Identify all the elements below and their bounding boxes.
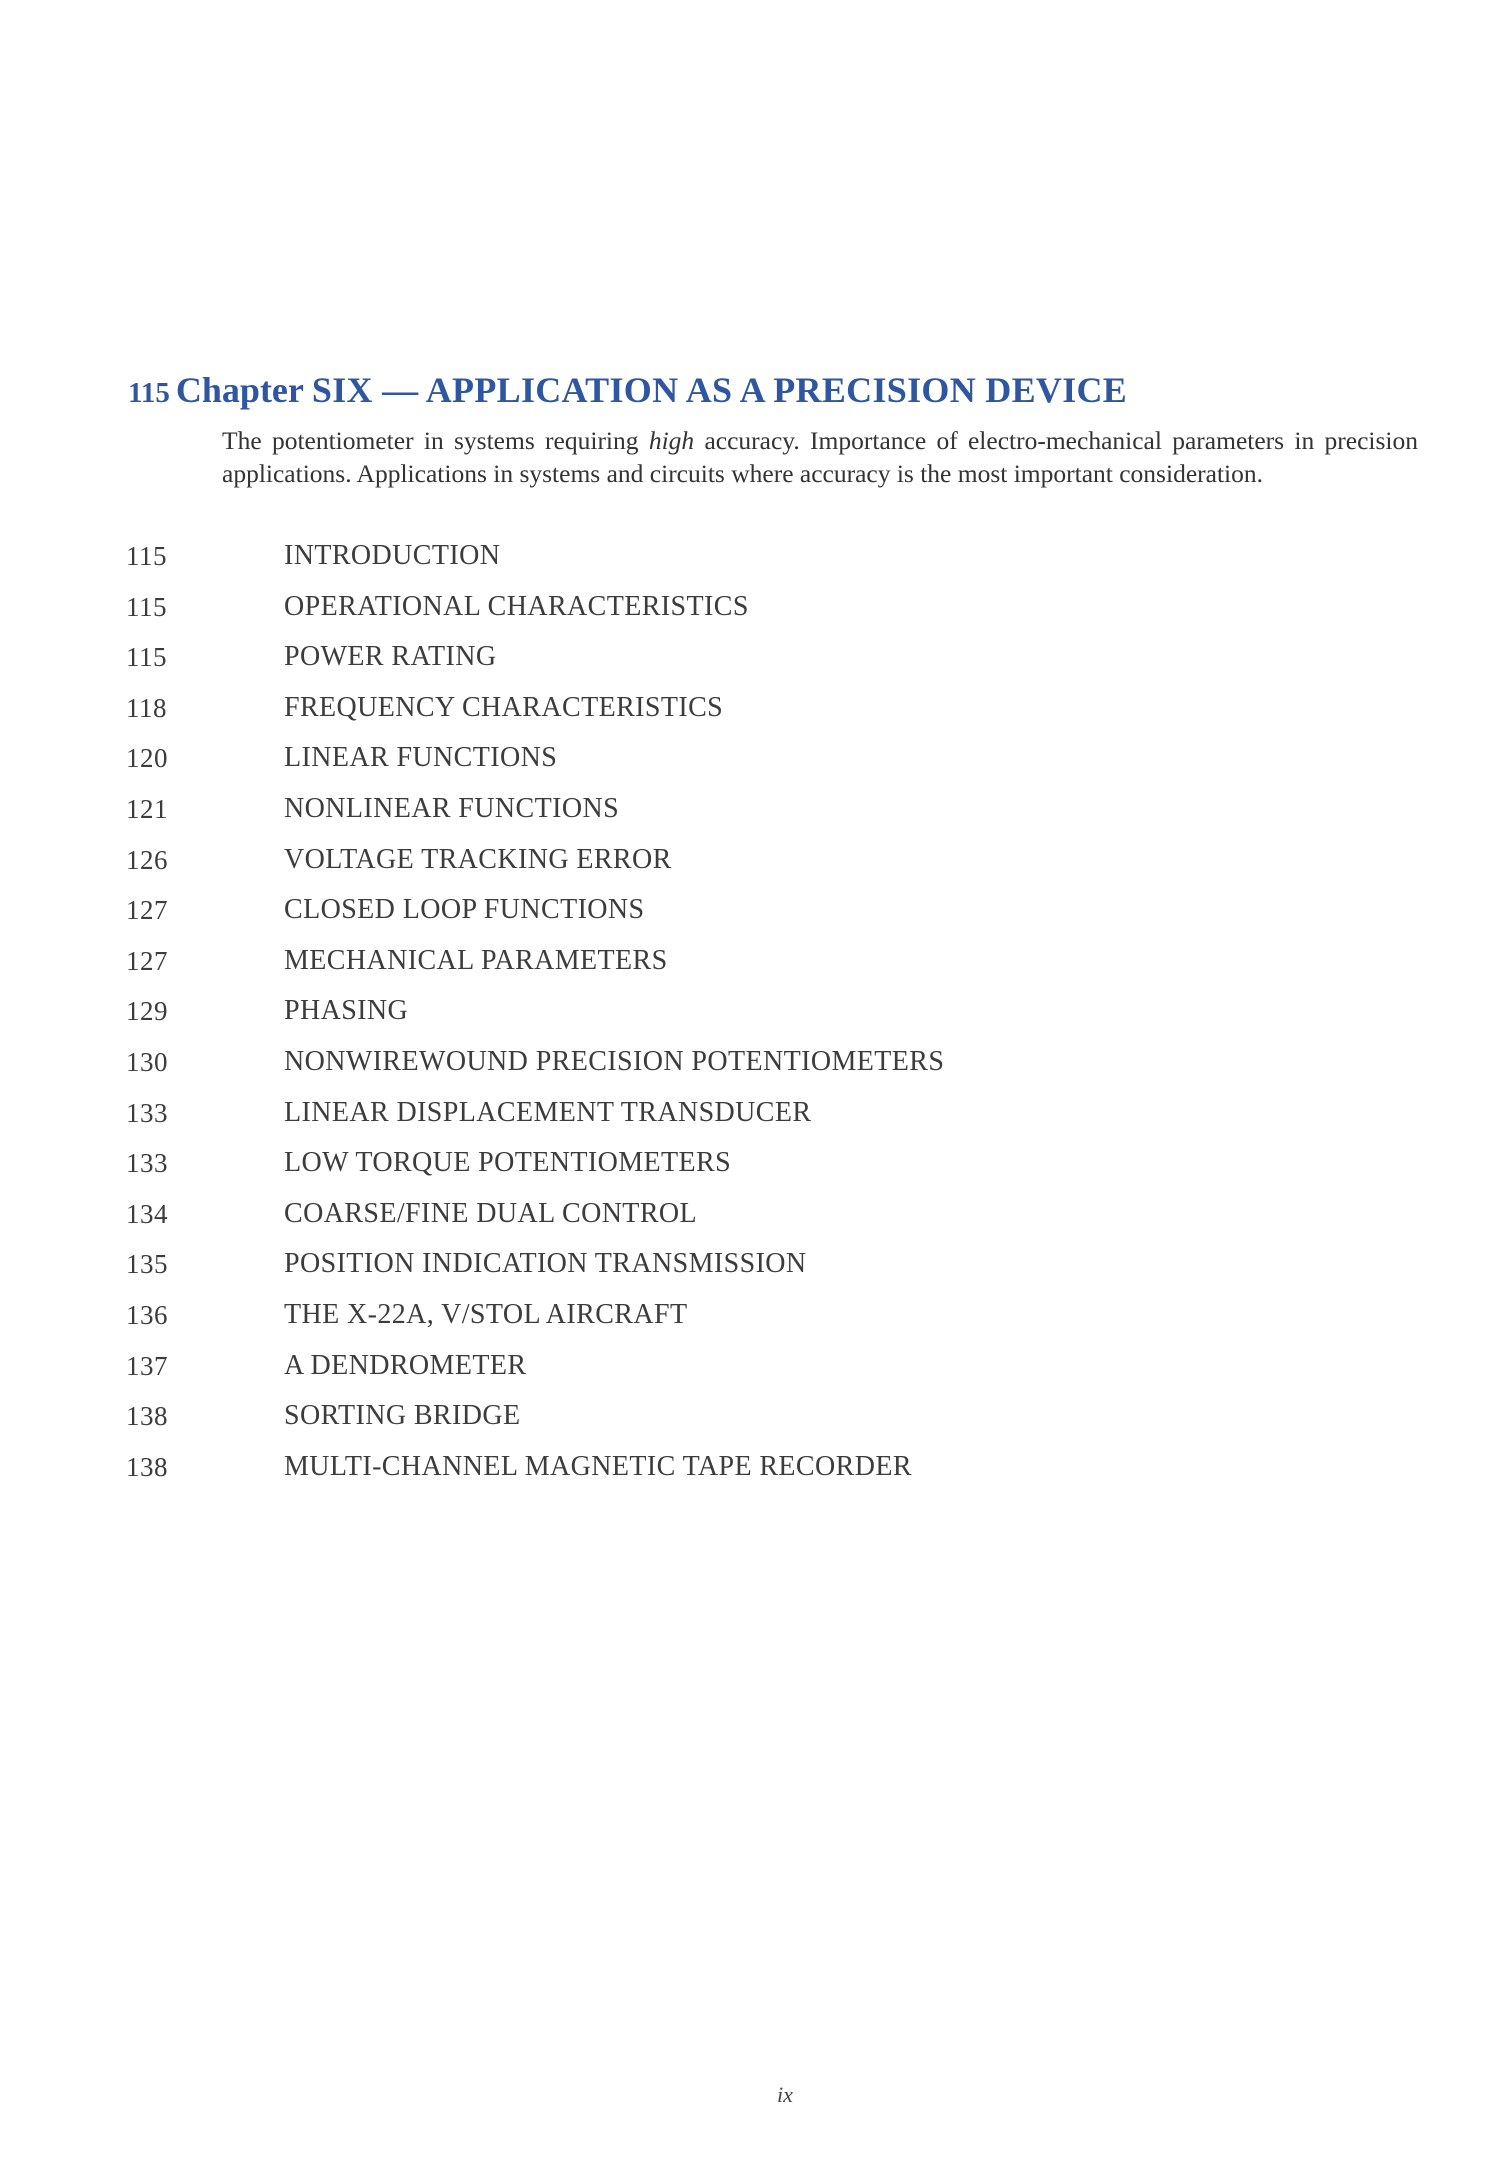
toc-entry[interactable] (0, 1143, 1100, 1183)
toc-page-number: 115 (126, 591, 167, 622)
toc-entry-title: NONLINEAR FUNCTIONS (284, 793, 620, 824)
toc-entry-title: A DENDROMETER (284, 1349, 527, 1381)
toc-page-number: 118 (126, 692, 167, 723)
toc-entry[interactable] (0, 1194, 1100, 1234)
toc-entry-title: PHASING (284, 995, 409, 1027)
toc-page-number: 127 (126, 945, 168, 976)
toc-entry-title: NONWIREWOUND PRECISION POTENTIOMETERS (284, 1046, 945, 1077)
toc-page-number: 138 (126, 1401, 168, 1432)
toc-entry[interactable] (0, 587, 1100, 627)
toc-entry-title: LINEAR FUNCTIONS (284, 742, 558, 774)
toc-page-number: 115 (126, 541, 167, 571)
toc-entry-title: MECHANICAL PARAMETERS (284, 944, 668, 976)
toc-entry-title: COARSE/FINE DUAL CONTROL (284, 1197, 698, 1229)
toc-page-number: 138 (126, 1451, 168, 1482)
toc-entry[interactable] (0, 789, 1100, 829)
toc-entry-title: THE X-22A, V/STOL AIRCRAFT (284, 1299, 688, 1330)
toc-entry[interactable] (0, 1396, 1100, 1436)
toc-entry[interactable] (0, 738, 1100, 778)
toc-page-number: 133 (126, 1097, 168, 1128)
toc-entry-title: VOLTAGE TRACKING ERROR (284, 843, 672, 875)
toc-page-number: 134 (126, 1198, 168, 1229)
chapter-page-number: 115 (128, 377, 170, 409)
toc-entry[interactable] (0, 991, 1100, 1031)
toc-page-number: 115 (126, 642, 167, 673)
toc-entry-title: POWER RATING (284, 641, 497, 673)
toc-entry-title: LINEAR DISPLACEMENT TRANSDUCER (284, 1096, 812, 1128)
toc-entry-title: INTRODUCTION (284, 540, 501, 571)
toc-entry[interactable] (0, 688, 1100, 728)
toc-page-number: 120 (126, 743, 168, 774)
toc-page-number: 127 (126, 895, 168, 926)
toc-page-number: 126 (126, 844, 168, 875)
toc-entry-title: MULTI-CHANNEL MAGNETIC TAPE RECORDER (284, 1450, 912, 1482)
chapter-word: Chapter (175, 370, 304, 410)
toc-page-number: 135 (126, 1249, 168, 1280)
chapter-title: SIX — APPLICATION AS A PRECISION DEVICE (311, 370, 1128, 410)
toc-entry[interactable] (0, 1093, 1100, 1133)
toc-entry[interactable] (0, 1346, 1100, 1386)
toc-page-number: 137 (126, 1350, 168, 1381)
toc-entry[interactable] (0, 840, 1100, 880)
toc-entry[interactable] (0, 1447, 1100, 1487)
toc-entry[interactable] (0, 1042, 1100, 1082)
toc-entry-title: LOW TORQUE POTENTIOMETERS (284, 1147, 732, 1179)
toc-entry-title: FREQUENCY CHARACTERISTICS (284, 691, 724, 723)
page-folio: ix (777, 2082, 793, 2107)
toc-entry[interactable] (0, 1244, 1100, 1284)
toc-entry-title: SORTING BRIDGE (284, 1400, 521, 1432)
toc-entry-title: CLOSED LOOP FUNCTIONS (284, 894, 645, 926)
toc-page-number: 136 (126, 1300, 168, 1330)
toc-entry-title: OPERATIONAL CHARACTERISTICS (284, 590, 749, 622)
toc-page-number: 121 (126, 794, 168, 824)
chapter-summary-end: accuracy. Importance of electro-mechanical parameters in precision applications. Applications in systems and circuits where accuracy is the most important consideration. (222, 426, 1418, 488)
chapter-heading (128, 372, 1428, 408)
toc-entry[interactable] (0, 637, 1100, 677)
toc-entry[interactable] (0, 890, 1100, 930)
chapter-summary-start: The potentiometer in systems requiring (222, 426, 649, 455)
toc-page-number: 129 (126, 996, 168, 1027)
toc-entry[interactable] (0, 536, 1100, 576)
toc-page-number: 133 (126, 1148, 168, 1179)
toc-entry[interactable] (0, 1295, 1100, 1335)
chapter-summary-emphasis: high (648, 426, 695, 455)
toc-entry[interactable] (0, 941, 1100, 981)
chapter-summary (222, 424, 1418, 490)
toc-page-number: 130 (126, 1047, 168, 1077)
toc-entry-title: POSITION INDICATION TRANSMISSION (284, 1248, 807, 1280)
